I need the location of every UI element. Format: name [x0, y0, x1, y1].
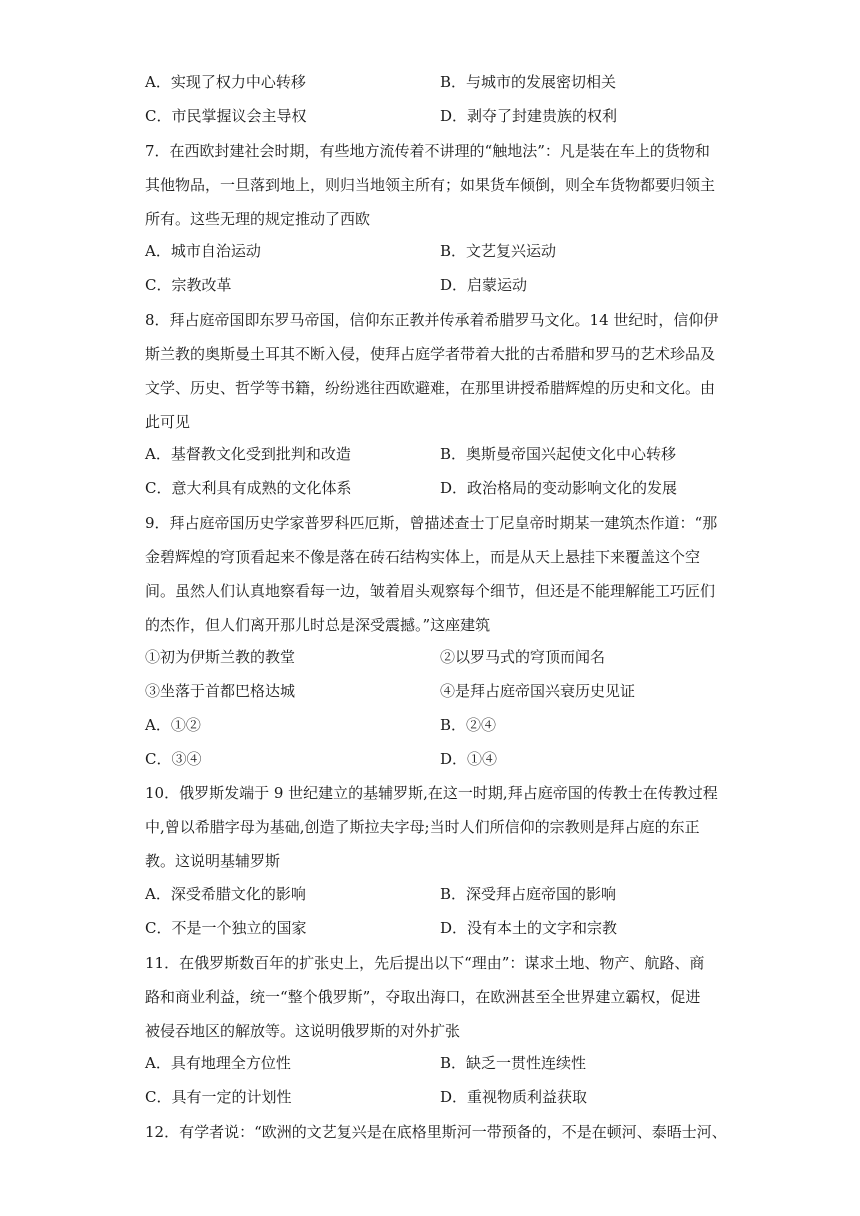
q8-option-d: D．政治格局的变动影响文化的发展 [440, 479, 678, 497]
q9-stem-line-2: 金碧辉煌的穹顶看起来不像是落在砖石结构实体上，而是从天上悬挂下来覆盖这个空 [145, 548, 701, 566]
q8-option-a: A．基督教文化受到批判和改造 [145, 445, 351, 463]
q9-option-c: C．③④ [145, 750, 202, 768]
q10-option-d: D．没有本土的文字和宗教 [440, 919, 618, 937]
q8-stem-line-3: 文学、历史、哲学等书籍，纷纷逃往西欧避难，在那里讲授希腊辉煌的历史和文化。由 [145, 379, 716, 397]
q9-option-d: D．①④ [440, 750, 498, 768]
q9-stem-line-4: 的杰作，但人们离开那儿时总是深受震撼。”这座建筑 [145, 616, 491, 634]
q10-option-b: B．深受拜占庭帝国的影响 [440, 885, 617, 903]
q9-option-b: B．②④ [440, 716, 497, 734]
q9-stem-line-1: 9．拜占庭帝国历史学家普罗科匹厄斯，曾描述查士丁尼皇帝时期某一建筑杰作道：“那 [145, 514, 718, 532]
q11-stem-line-3: 被侵吞地区的解放等。这说明俄罗斯的对外扩张 [145, 1022, 461, 1040]
q9-stem-line-3: 间。虽然人们认真地察看每一边，皱着眉头观察每个细节，但还是不能理解能工巧匠们 [145, 582, 716, 600]
q6-option-b: B．与城市的发展密切相关 [440, 73, 617, 91]
q11-option-b: B．缺乏一贯性连续性 [440, 1054, 587, 1072]
q6-option-c: C．市民掌握议会主导权 [145, 107, 307, 125]
q6-option-a: A．实现了权力中心转移 [145, 73, 306, 91]
q11-option-a: A．具有地理全方位性 [145, 1054, 291, 1072]
q7-stem-line-2: 其他物品，一旦落到地上，则归当地领主所有；如果货车倾倒，则全车货物都要归领主 [145, 176, 716, 194]
q10-stem-line-1: 10．俄罗斯发端于 9 世纪建立的基辅罗斯,在这一时期,拜占庭帝国的传教士在传教过程 [145, 784, 718, 802]
q12-stem-line-1: 12．有学者说：“欧洲的文艺复兴是在底格里斯河一带预备的，不是在顿河、泰晤士河、 [145, 1123, 727, 1141]
q9-option-a: A．①② [145, 716, 201, 734]
q9-statement-4: ④是拜占庭帝国兴衰历史见证 [440, 682, 636, 700]
q11-stem-line-2: 路和商业利益，统一“整个俄罗斯”，夺取出海口，在欧洲甚至全世界建立霸权，促进 [145, 988, 701, 1006]
q10-stem-line-3: 教。这说明基辅罗斯 [145, 852, 281, 870]
q7-option-b: B．文艺复兴运动 [440, 242, 557, 260]
q7-stem-line-1: 7．在西欧封建社会时期，有些地方流传着不讲理的“触地法”：凡是装在车上的货物和 [145, 142, 710, 160]
q11-option-d: D．重视物质利益获取 [440, 1088, 588, 1106]
q10-stem-line-2: 中,曾以希腊字母为基础,创造了斯拉夫字母;当时人们所信仰的宗教则是拜占庭的东正 [145, 818, 700, 836]
q8-option-b: B．奥斯曼帝国兴起使文化中心转移 [440, 445, 677, 463]
q8-stem-line-4: 此可见 [145, 413, 191, 431]
q10-option-c: C．不是一个独立的国家 [145, 919, 307, 937]
q9-statement-1: ①初为伊斯兰教的教堂 [145, 648, 296, 666]
q7-stem-line-3: 所有。这些无理的规定推动了西欧 [145, 210, 371, 228]
q7-option-c: C．宗教改革 [145, 276, 232, 294]
q8-option-c: C．意大利具有成熟的文化体系 [145, 479, 352, 497]
q11-stem-line-1: 11．在俄罗斯数百年的扩张史上，先后提出以下“理由”：谋求土地、物产、航路、商 [145, 954, 705, 972]
q10-option-a: A．深受希腊文化的影响 [145, 885, 306, 903]
q8-stem-line-1: 8．拜占庭帝国即东罗马帝国，信仰东正教并传承着希腊罗马文化。14 世纪时，信仰伊 [145, 311, 719, 329]
q9-statement-3: ③坐落于首都巴格达城 [145, 682, 296, 700]
q6-option-d: D．剥夺了封建贵族的权利 [440, 107, 618, 125]
q9-statement-2: ②以罗马式的穹顶而闻名 [440, 648, 606, 666]
q7-option-d: D．启蒙运动 [440, 276, 528, 294]
q8-stem-line-2: 斯兰教的奥斯曼土耳其不断入侵，使拜占庭学者带着大批的古希腊和罗马的艺术珍品及 [145, 345, 716, 363]
q7-option-a: A．城市自治运动 [145, 242, 261, 260]
q11-option-c: C．具有一定的计划性 [145, 1088, 292, 1106]
